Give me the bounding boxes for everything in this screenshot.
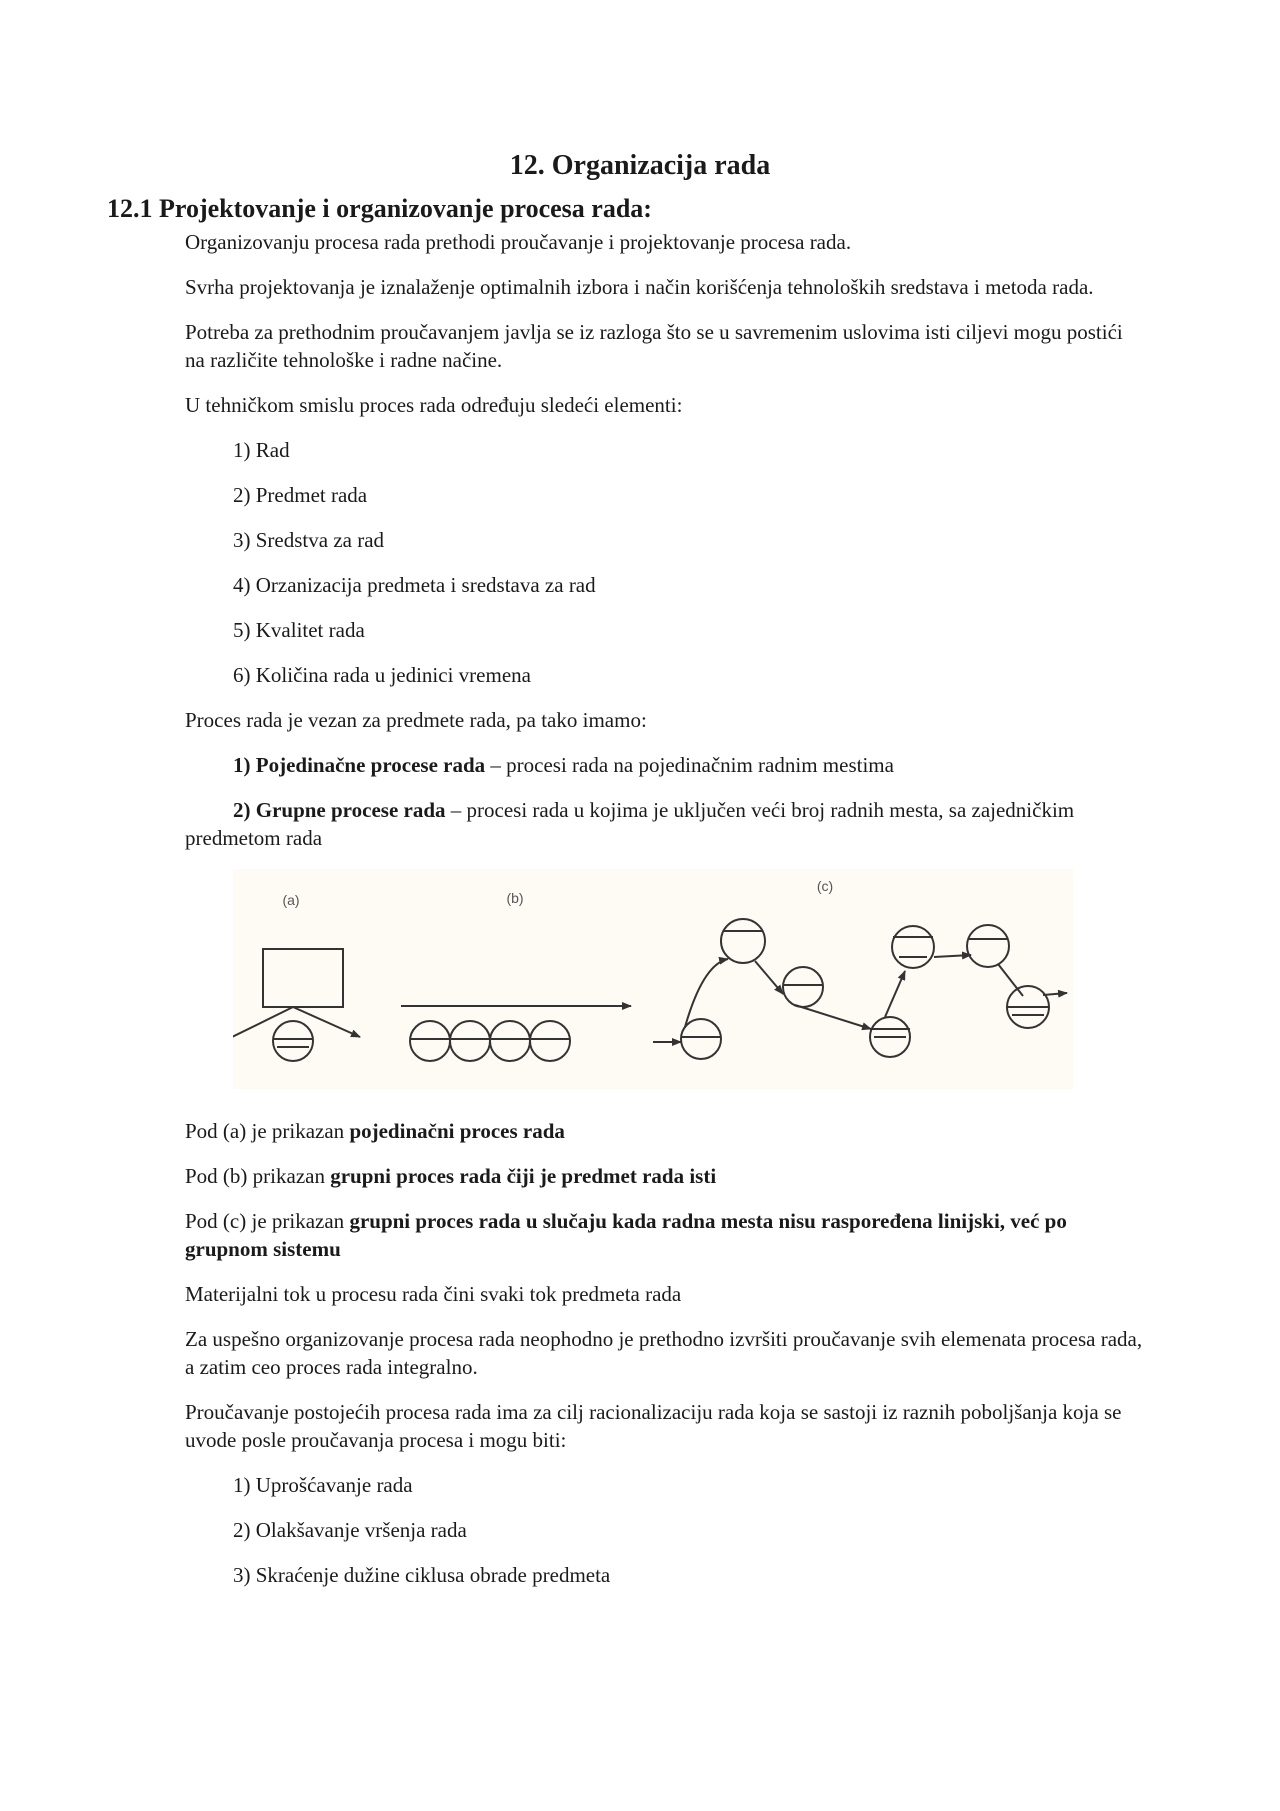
list-item: 1) Rad (233, 438, 290, 462)
process-type-term: 1) Pojedinačne procese rada (233, 753, 486, 777)
caption-prefix: Pod (c) je prikazan (185, 1209, 350, 1233)
list-item: 1) Uprošćavanje rada (233, 1473, 413, 1497)
process-type-desc: – procesi rada na pojedinačnim radnim mestima (485, 753, 894, 777)
caption-emphasis: grupni proces rada u slučaju kada radna mesta nisu raspoređena linijski, već po grupnom sistemu (185, 1209, 1067, 1261)
process-type-item (185, 796, 1145, 852)
paragraph: Svrha projektovanja je iznalaženje optimalnih izbora i način korišćenja tehnoloških sredstava i metoda rada. (185, 275, 1094, 299)
list-item: 2) Predmet rada (233, 483, 368, 507)
paragraph: Materijalni tok u procesu rada čini svaki tok predmeta rada (185, 1282, 682, 1306)
caption-emphasis: grupni proces rada čiji je predmet rada isti (330, 1164, 717, 1188)
caption-prefix: Pod (b) prikazan (185, 1164, 331, 1188)
chapter-title: 12. Organizacija rada (509, 150, 771, 181)
improvements-list (185, 1471, 1145, 1589)
caption-prefix: Pod (a) je prikazan (185, 1119, 350, 1143)
process-type-item (185, 751, 1145, 779)
figure-label-a: (a) (282, 892, 300, 908)
list-item: 6) Količina rada u jedinici vremena (233, 663, 531, 687)
section-title: 12.1 Projektovanje i organizovanje procesa rada: (107, 194, 652, 223)
paragraph: Potreba za prethodnim proučavanjem javlja se iz razloga što se u savremenim uslovima isti ciljevi mogu postići na različite tehnološke i radne načine. (185, 320, 1123, 372)
paragraph: Organizovanju procesa rada prethodi proučavanje i projektovanje procesa rada. (185, 230, 852, 254)
process-diagram (233, 869, 1073, 1089)
figure-caption (185, 1117, 1145, 1145)
list-item: 2) Olakšavanje vršenja rada (233, 1518, 467, 1542)
figure-caption (185, 1162, 1145, 1190)
paragraph: U tehničkom smislu proces rada određuju sledeći elementi: (185, 393, 683, 417)
list-item: 5) Kvalitet rada (233, 618, 365, 642)
process-type-desc: – procesi rada u kojima je uključen veći broj radnih mesta, sa zajedničkim predmetom rada (185, 798, 1075, 850)
list-item: 3) Sredstva za rad (233, 528, 385, 552)
paragraph: Za uspešno organizovanje procesa rada neophodno je prethodno izvršiti proučavanje svih elemenata procesa rada, a zatim ceo proces rada integralno. (185, 1327, 1143, 1379)
figure-caption (185, 1207, 1145, 1263)
paragraph: Proces rada je vezan za predmete rada, pa tako imamo: (185, 708, 647, 732)
figure-label-b: (b) (506, 890, 524, 906)
elements-list (185, 436, 1145, 689)
list-item: 4) Orzanizacija predmeta i sredstava za rad (233, 573, 596, 597)
document-body (185, 228, 1145, 1606)
figure-label-c: (c) (816, 878, 834, 894)
process-type-term: 2) Grupne procese rada (233, 798, 446, 822)
paragraph: Proučavanje postojećih procesa rada ima za cilj racionalizaciju rada koja se sastoji iz raznih poboljšanja koja se uvode posle proučavanja procesa i mogu biti: (185, 1400, 1122, 1452)
caption-emphasis: pojedinačni proces rada (349, 1119, 565, 1143)
list-item: 3) Skraćenje dužine ciklusa obrade predmeta (233, 1563, 611, 1587)
